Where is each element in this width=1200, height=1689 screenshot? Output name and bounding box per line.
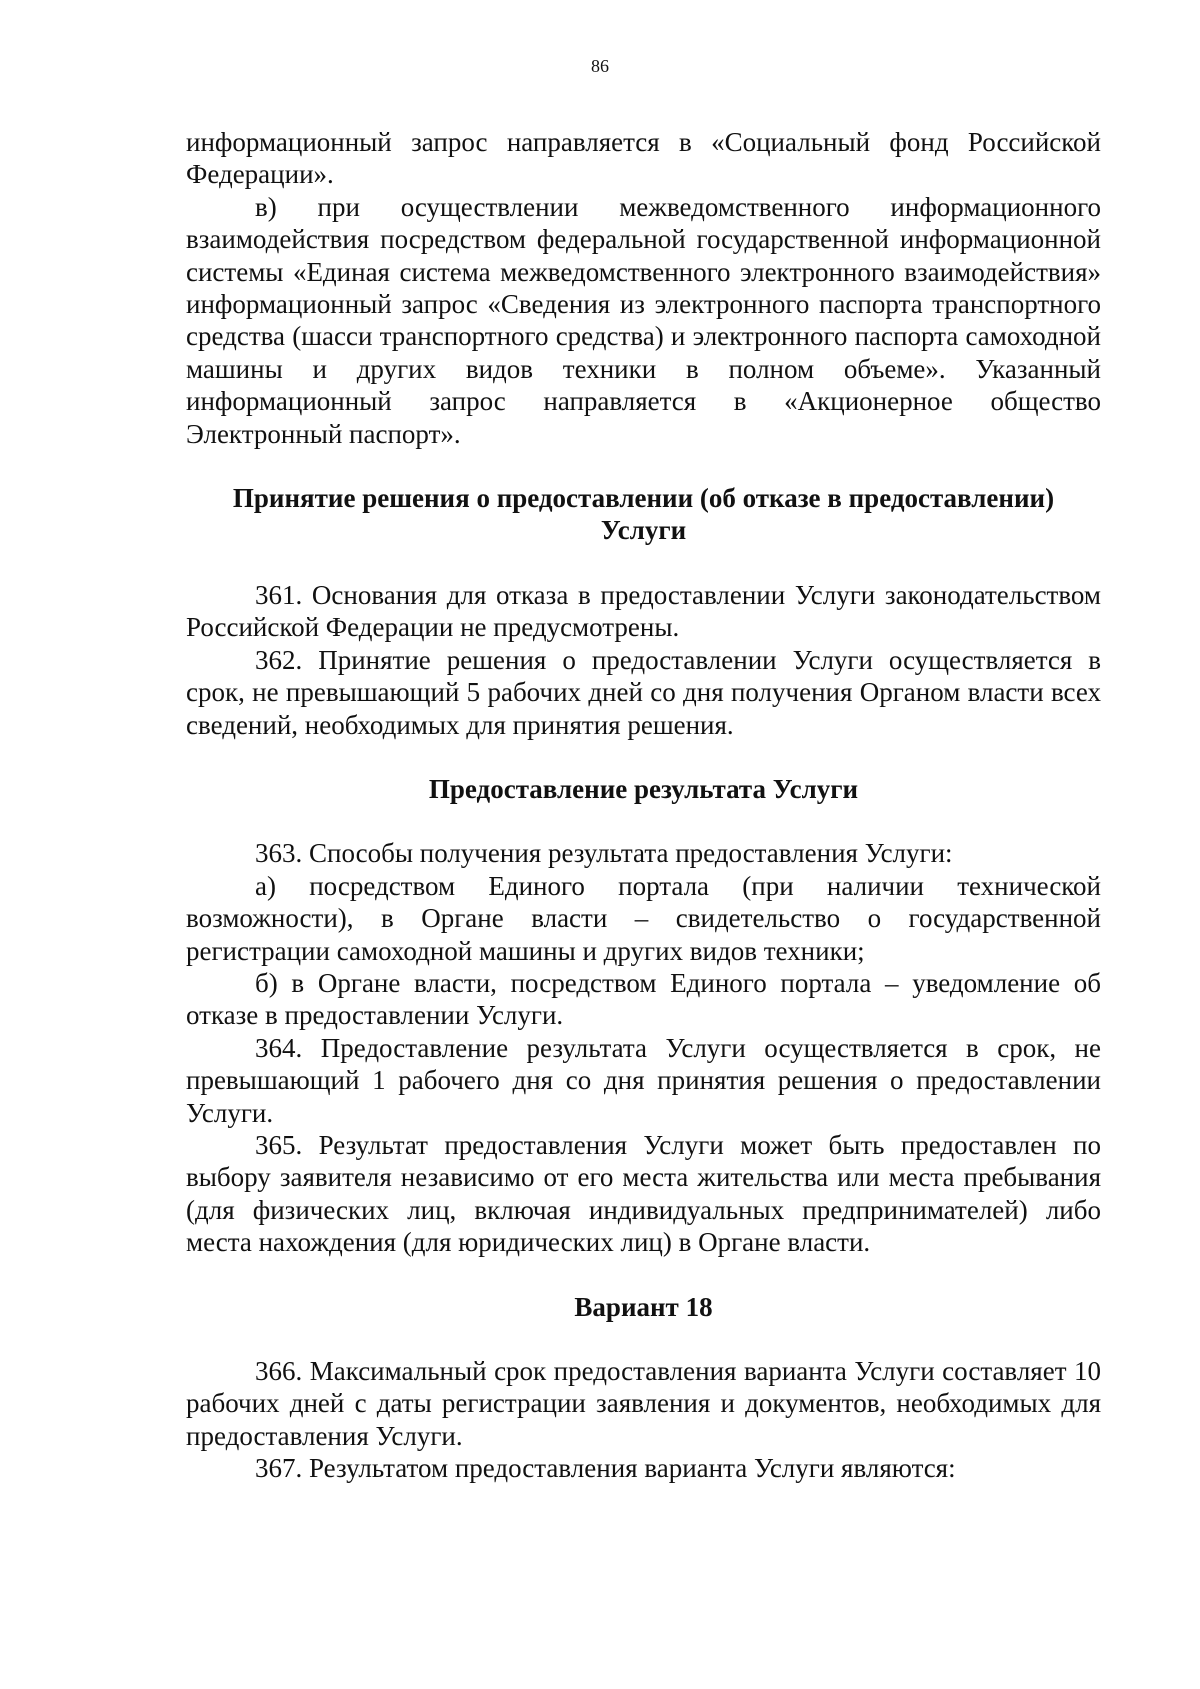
paragraph-item-v: в) при осуществлении межведомственного информационного взаимодействия посредством федеральной государственной информационной системы «Единая система межведомственного электронного взаимодействия» информационный запрос «Сведения из электронного паспорта транспортного средства (шасси транспортного средства) и электронного паспорта самоходной машины и других видов техники в полном объеме». Указанный информационный запрос направляется в «Акционерное общество Электронный паспорт». (186, 191, 1101, 449)
section-heading-decision-line2: Услуги (600, 515, 687, 546)
section-heading-decision-line1: Принятие решения о предоставлении (об отказе в предоставлении) (232, 483, 1055, 514)
section-heading-result: Предоставление результата Услуги (428, 773, 859, 804)
paragraph-362: 362. Принятие решения о предоставлении Услуги осуществляется в срок, не превышающий 5 рабочих дней со дня получения Органом власти всех сведений, необходимых для принятия решения. (186, 644, 1101, 740)
page-body (186, 126, 1101, 1485)
section-heading-decision (186, 482, 1101, 547)
paragraph-367: 367. Результатом предоставления варианта Услуги являются: (255, 1453, 956, 1484)
page-number: 86 (591, 56, 609, 76)
paragraph-366: 366. Максимальный срок предоставления варианта Услуги составляет 10 рабочих дней с даты регистрации заявления и документов, необходимых для предоставления Услуги. (186, 1356, 1101, 1451)
paragraph-item-a: а) посредством Единого портала (при наличии технической возможности), в Органе власти – свидетельство о государственной регистрации самоходной машины и других видов техники; (186, 870, 1101, 966)
paragraph-361: 361. Основания для отказа в предоставлении Услуги законодательством Российской Федерации не предусмотрены. (186, 579, 1101, 643)
section-heading-variant: Вариант 18 (574, 1291, 713, 1322)
paragraph-363: 363. Способы получения результата предоставления Услуги: (255, 838, 953, 869)
paragraph-365: 365. Результат предоставления Услуги может быть предоставлен по выбору заявителя независимо от его места жительства или места пребывания (для физических лиц, включая индивидуальных предпринимателей) либо места нахождения (для юридических лиц) в Органе власти. (186, 1129, 1101, 1258)
paragraph-364: 364. Предоставление результата Услуги осуществляется в срок, не превышающий 1 рабочего дня со дня принятия решения о предоставлении Услуги. (186, 1032, 1101, 1128)
paragraph-continuation: информационный запрос направляется в «Социальный фонд Российской Федерации». (186, 127, 1101, 190)
paragraph-item-b: б) в Органе власти, посредством Единого портала – уведомление об отказе в предоставлении Услуги. (186, 967, 1101, 1031)
